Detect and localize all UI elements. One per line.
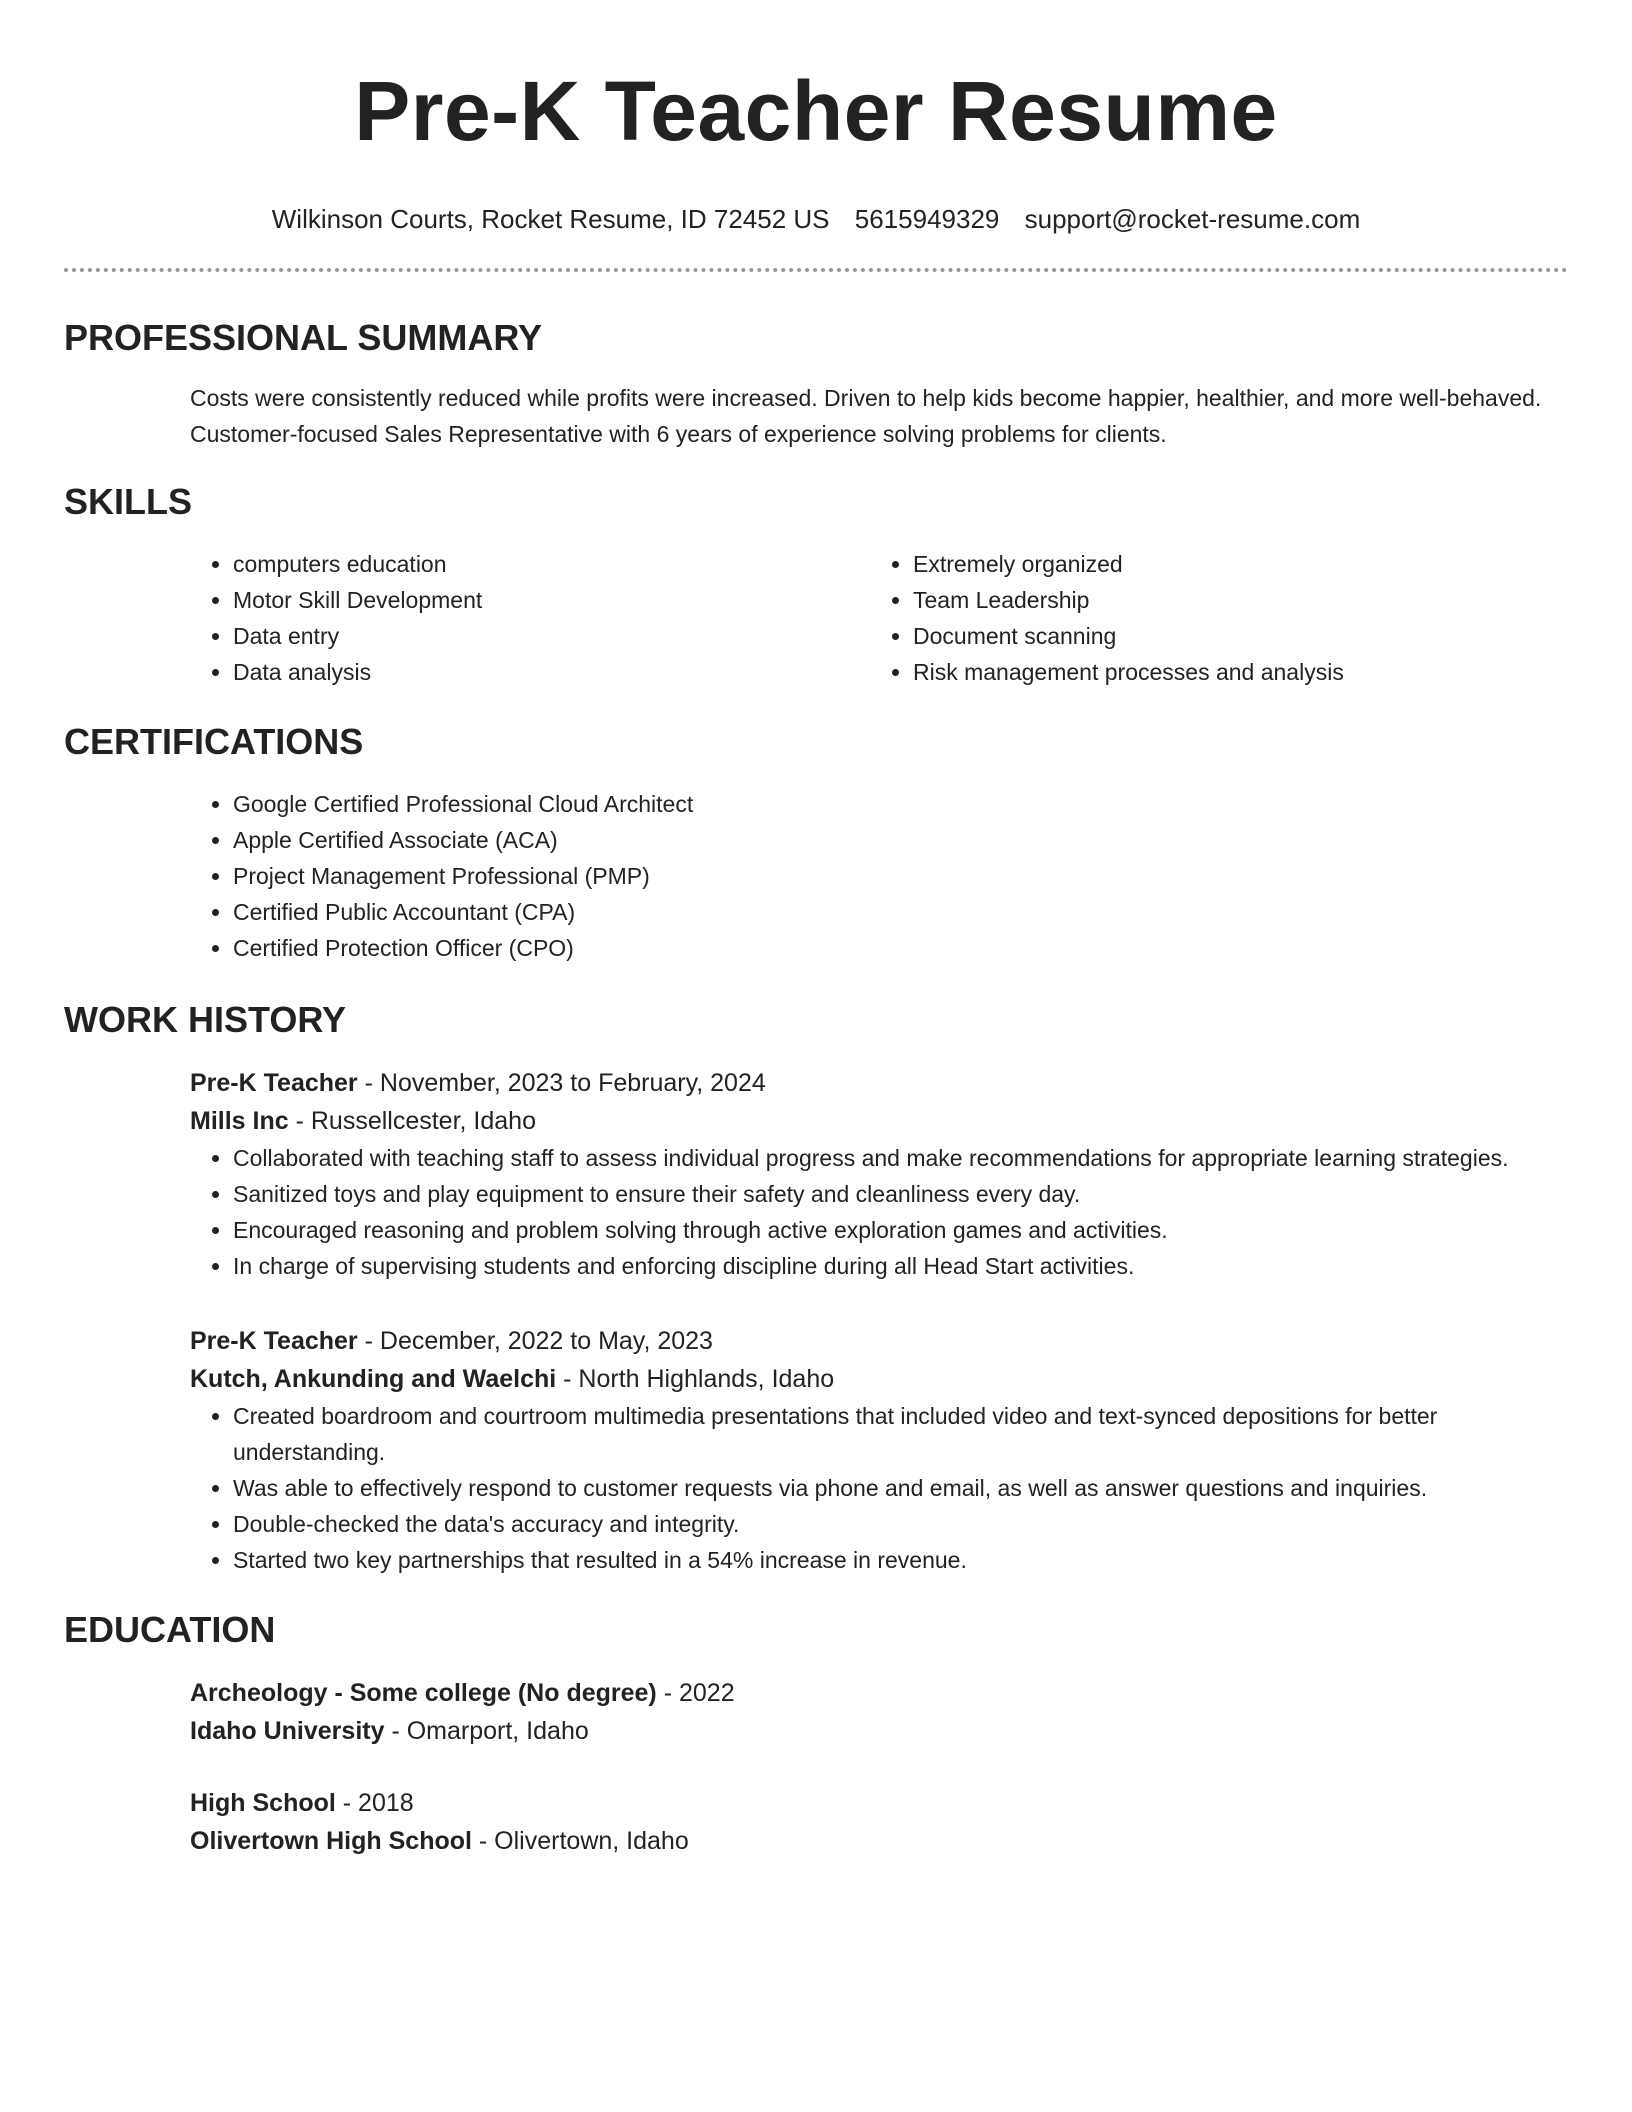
job-title: Pre-K Teacher xyxy=(190,1069,358,1097)
education-location: - Omarport, Idaho xyxy=(384,1717,589,1745)
job-bullet: • In charge of supervising students and enforcing discipline during all Head Start activities. xyxy=(233,1248,1568,1284)
skill-item: • Extremely organized xyxy=(913,546,1550,582)
certification-item: • Project Management Professional (PMP) xyxy=(233,858,1568,894)
job-bullet: • Created boardroom and courtroom multimedia presentations that included video and text-synced depositions for better understanding. xyxy=(233,1398,1568,1470)
job-company-line xyxy=(190,1102,1568,1140)
education-entry xyxy=(64,1674,1568,1750)
job-entry xyxy=(64,1322,1568,1578)
summary-section xyxy=(64,316,1568,452)
job-bullets xyxy=(190,1398,1568,1578)
certification-item: • Certified Protection Officer (CPO) xyxy=(233,930,1568,966)
education-section xyxy=(64,1608,1568,1860)
education-school: Olivertown High School xyxy=(190,1827,472,1855)
skills-grid xyxy=(64,546,1568,690)
job-bullet: • Was able to effectively respond to customer requests via phone and email, as well as answer questions and inquiries. xyxy=(233,1470,1568,1506)
skills-column-left xyxy=(190,546,870,690)
skill-item: • Team Leadership xyxy=(913,582,1550,618)
skills-list-right xyxy=(870,546,1550,690)
skill-item: • Document scanning xyxy=(913,618,1550,654)
job-dates: - December, 2022 to May, 2023 xyxy=(357,1327,713,1355)
skill-item: • Data entry xyxy=(233,618,870,654)
education-school-line xyxy=(190,1822,1568,1860)
job-title-line xyxy=(190,1322,1568,1360)
job-entry xyxy=(64,1064,1568,1284)
skills-section xyxy=(64,480,1568,690)
skills-list-left xyxy=(190,546,870,690)
contact-phone: 5615949329 xyxy=(854,204,1000,234)
work-history-heading: WORK HISTORY xyxy=(64,999,347,1040)
certifications-heading: CERTIFICATIONS xyxy=(64,721,364,762)
certification-item: • Certified Public Accountant (CPA) xyxy=(233,894,1568,930)
education-degree-line xyxy=(190,1784,1568,1822)
job-company: Mills Inc xyxy=(190,1107,289,1135)
education-heading: EDUCATION xyxy=(64,1609,276,1650)
job-company-line xyxy=(190,1360,1568,1398)
education-school-line xyxy=(190,1712,1568,1750)
job-bullet: • Started two key partnerships that resulted in a 54% increase in revenue. xyxy=(233,1542,1568,1578)
resume-title: Pre-K Teacher Resume xyxy=(354,64,1278,158)
education-degree: Archeology - Some college (No degree) xyxy=(190,1679,657,1707)
certifications-section xyxy=(64,720,1568,966)
job-bullet: • Sanitized toys and play equipment to ensure their safety and cleanliness every day. xyxy=(233,1176,1568,1212)
summary-text: Costs were consistently reduced while profits were increased. Driven to help kids become happier, healthier, and more well-behaved. Customer-focused Sales Representative with 6 years of experience solving problems for clients. xyxy=(190,385,1542,447)
certification-item: • Apple Certified Associate (ACA) xyxy=(233,822,1568,858)
job-bullet: • Encouraged reasoning and problem solving through active exploration games and activities. xyxy=(233,1212,1568,1248)
skill-item: • Motor Skill Development xyxy=(233,582,870,618)
education-school: Idaho University xyxy=(190,1717,385,1745)
job-title-line xyxy=(190,1064,1568,1102)
contact-address: Wilkinson Courts, Rocket Resume, ID 72452 US xyxy=(271,204,830,234)
education-entry xyxy=(64,1784,1568,1860)
skills-heading: SKILLS xyxy=(64,481,193,522)
header-divider xyxy=(64,268,1568,272)
job-company: Kutch, Ankunding and Waelchi xyxy=(190,1365,557,1393)
education-degree-line xyxy=(190,1674,1568,1712)
job-bullet: • Double-checked the data's accuracy and integrity. xyxy=(233,1506,1568,1542)
skill-item: • computers education xyxy=(233,546,870,582)
education-year: - 2022 xyxy=(656,1679,735,1707)
job-bullets xyxy=(190,1140,1568,1284)
summary-heading: PROFESSIONAL SUMMARY xyxy=(64,317,543,358)
job-dates: - November, 2023 to February, 2024 xyxy=(357,1069,766,1097)
skill-item: • Data analysis xyxy=(233,654,870,690)
skills-column-right xyxy=(870,546,1550,690)
certifications-list-wrap xyxy=(64,786,1568,966)
job-location: - North Highlands, Idaho xyxy=(556,1365,835,1393)
certifications-list xyxy=(190,786,1568,966)
job-location: - Russellcester, Idaho xyxy=(288,1107,536,1135)
education-degree: High School xyxy=(190,1789,336,1817)
job-bullet: • Collaborated with teaching staff to assess individual progress and make recommendations for appropriate learning strategies. xyxy=(233,1140,1568,1176)
skill-item: • Risk management processes and analysis xyxy=(913,654,1550,690)
job-title: Pre-K Teacher xyxy=(190,1327,358,1355)
contact-email: support@rocket-resume.com xyxy=(1024,204,1361,234)
education-location: - Olivertown, Idaho xyxy=(471,1827,689,1855)
work-history-section xyxy=(64,998,1568,1578)
education-year: - 2018 xyxy=(335,1789,414,1817)
contact-line xyxy=(64,202,1568,236)
certification-item: • Google Certified Professional Cloud Architect xyxy=(233,786,1568,822)
